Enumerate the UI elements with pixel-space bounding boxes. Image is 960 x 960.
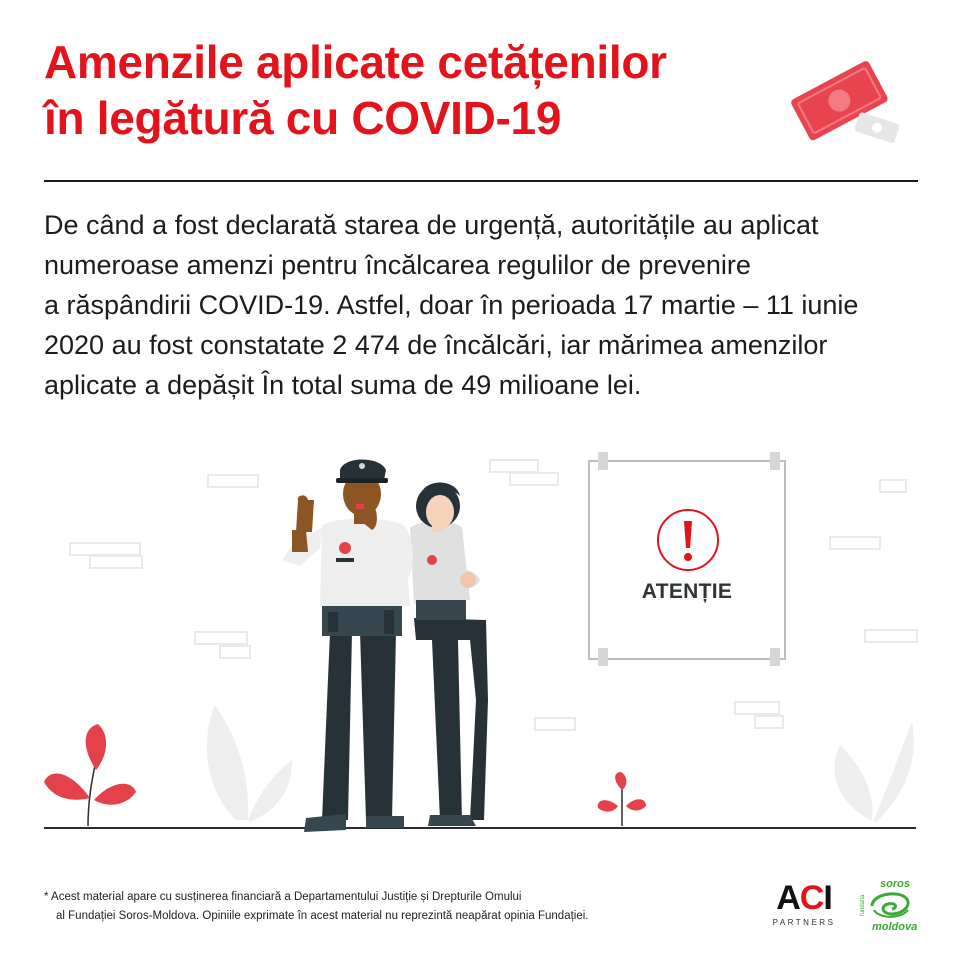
page-title <box>44 34 784 146</box>
sign-pin <box>770 648 780 666</box>
body-line-5: aplicate a depășit În total suma de 49 milioane lei. <box>44 370 642 400</box>
soros-vertical-text: fundatia <box>860 894 866 916</box>
red-plant-left <box>44 724 136 826</box>
body-line-4: 2020 au fost constatate 2 474 de încălcări, iar mărimea amenzilor <box>44 330 828 360</box>
body-line-1: De când a fost declarată starea de urgență, autoritățile au aplicat <box>44 210 819 240</box>
grey-plant-right <box>835 722 914 822</box>
footnote <box>44 888 744 926</box>
sign-label: ATENȚIE <box>641 580 733 603</box>
sign-pin <box>598 452 608 470</box>
warning-sign <box>588 460 786 660</box>
title-line-2: în legătură cu COVID-19 <box>44 92 562 144</box>
aci-logo-word: ACI <box>776 879 832 917</box>
police-officer-female <box>410 483 488 827</box>
money-banknote-icon <box>786 50 910 150</box>
aci-logo-subtitle: PARTNERS <box>772 918 836 927</box>
aci-partners-logo <box>768 880 840 932</box>
police-officer-male <box>282 460 413 833</box>
sign-pin <box>770 452 780 470</box>
soros-top-text: soros <box>880 878 910 890</box>
body-line-2: numeroase amenzi pentru încălcarea regulilor de prevenire <box>44 250 751 280</box>
soros-bottom-text: moldova <box>872 921 918 933</box>
footnote-line-2: al Fundației Soros-Moldova. Opiniile exprimate în acest material nu reprezintă neapărat opinia Fundației. <box>56 910 589 922</box>
sign-pin <box>598 648 608 666</box>
footnote-line-1: * Acest material apare cu susținerea financiară a Departamentului Justiție și Drepturile Omului <box>44 891 522 903</box>
red-plant-small <box>598 772 646 826</box>
soros-moldova-logo <box>858 876 920 934</box>
body-paragraph <box>44 205 934 405</box>
title-line-1: Amenzile aplicate cetățenilor <box>44 36 667 88</box>
divider <box>44 180 918 182</box>
police-illustration <box>0 440 960 850</box>
body-line-3: a răspândirii COVID-19. Astfel, doar în perioada 17 martie – 11 iunie <box>44 290 859 320</box>
grey-plant-left <box>207 705 292 822</box>
warning-exclamation-icon <box>656 508 720 572</box>
